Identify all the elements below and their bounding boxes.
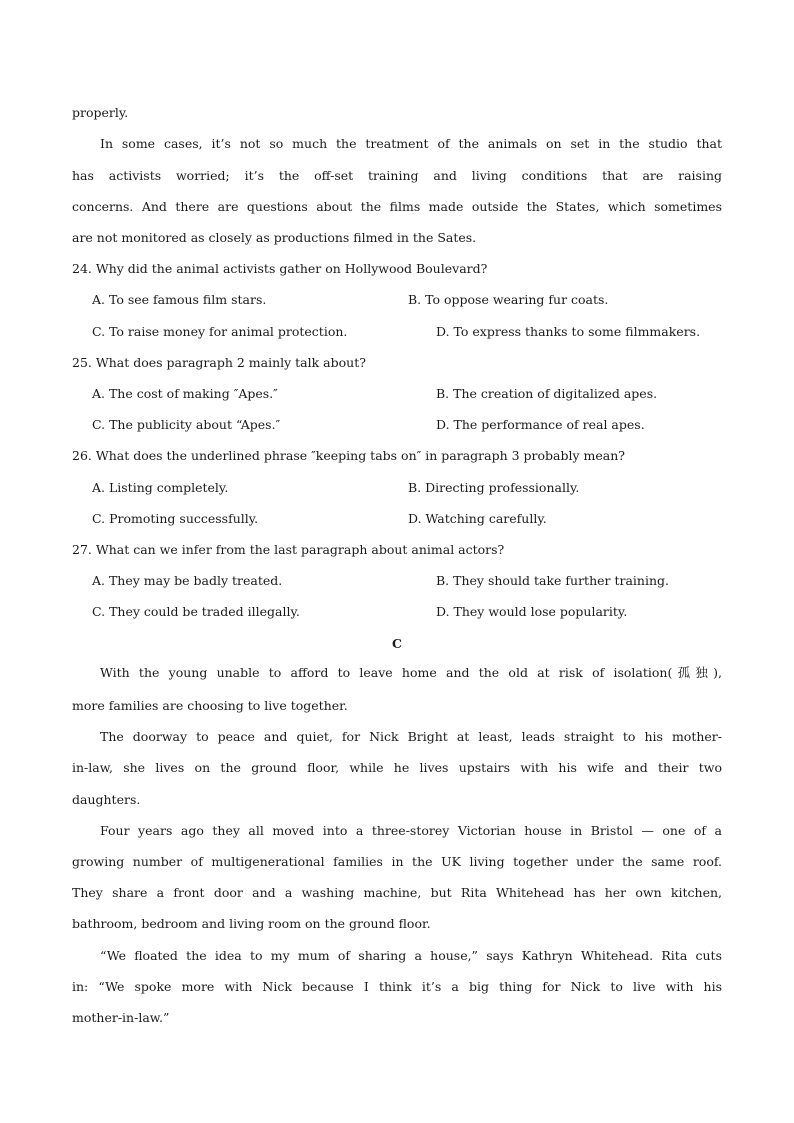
question-26-stem: 26. What does the underlined phrase ″keeping tabs on″ in paragraph 3 probably mean?: [72, 448, 625, 463]
question-25-option-c[interactable]: C. The publicity about “Apes.″: [92, 417, 281, 432]
question-25-option-d[interactable]: D. The performance of real apes.: [436, 417, 645, 432]
question-27-stem: 27. What can we infer from the last paragraph about animal actors?: [72, 542, 505, 557]
passage-c-para-line: The doorway to peace and quiet, for Nick Bright at least, leads straight to his mother-: [100, 729, 722, 744]
passage-b-para-line: concerns. And there are questions about the films made outside the States, which sometimes: [72, 199, 722, 214]
passage-b-para-line: are not monitored as closely as productions filmed in the Sates.: [72, 230, 477, 245]
passage-c-para-line: in: “We spoke more with Nick because I think it’s a big thing for Nick to live with his: [72, 979, 722, 994]
passage-c-para-line: bathroom, bedroom and living room on the ground floor.: [72, 916, 431, 931]
passage-c-para-line: daughters.: [72, 792, 141, 807]
question-25-option-b[interactable]: B. The creation of digitalized apes.: [436, 386, 658, 401]
passage-c-para-line: With the young unable to afford to leave home and the old at risk of isolation(孤独),: [100, 665, 722, 680]
passage-c-para-line: They share a front door and a washing machine, but Rita Whitehead has her own kitchen,: [72, 885, 722, 900]
question-24-option-c[interactable]: C. To raise money for animal protection.: [92, 324, 348, 339]
passage-c-para-line: growing number of multigenerational families in the UK living together under the same roof.: [72, 854, 722, 869]
question-24-option-b[interactable]: B. To oppose wearing fur coats.: [408, 292, 609, 307]
question-26-option-c[interactable]: C. Promoting successfully.: [92, 511, 259, 526]
question-25-option-a[interactable]: A. The cost of making ″Apes.″: [92, 386, 278, 401]
question-27-option-c[interactable]: C. They could be traded illegally.: [92, 604, 300, 619]
passage-b-tail: properly.: [72, 105, 129, 120]
question-24-option-d[interactable]: D. To express thanks to some filmmakers.: [436, 324, 701, 339]
question-26-option-d[interactable]: D. Watching carefully.: [408, 511, 547, 526]
question-25-stem: 25. What does paragraph 2 mainly talk about?: [72, 355, 366, 370]
passage-c-para-line: “We floated the idea to my mum of sharing a house,” says Kathryn Whitehead. Rita cuts: [100, 948, 722, 963]
question-27-option-b[interactable]: B. They should take further training.: [436, 573, 669, 588]
question-24-option-a[interactable]: A. To see famous film stars.: [92, 292, 267, 307]
question-27-option-d[interactable]: D. They would lose popularity.: [436, 604, 628, 619]
question-26-option-b[interactable]: B. Directing professionally.: [408, 480, 580, 495]
passage-c-para-line: in-law, she lives on the ground floor, while he lives upstairs with his wife and their two: [72, 760, 722, 775]
question-27-option-a[interactable]: A. They may be badly treated.: [92, 573, 283, 588]
passage-c-heading: C: [392, 636, 402, 651]
passage-c-para-line: more families are choosing to live together.: [72, 698, 348, 713]
passage-c-para-line: mother-in-law.”: [72, 1010, 170, 1025]
passage-b-para-line: has activists worried; it’s the off-set training and living conditions that are raising: [72, 168, 722, 183]
question-24-stem: 24. Why did the animal activists gather on Hollywood Boulevard?: [72, 261, 488, 276]
passage-b-para-line: In some cases, it’s not so much the treatment of the animals on set in the studio that: [100, 136, 722, 151]
passage-c-para-line: Four years ago they all moved into a three-storey Victorian house in Bristol — one of a: [100, 823, 722, 838]
question-26-option-a[interactable]: A. Listing completely.: [92, 480, 229, 495]
